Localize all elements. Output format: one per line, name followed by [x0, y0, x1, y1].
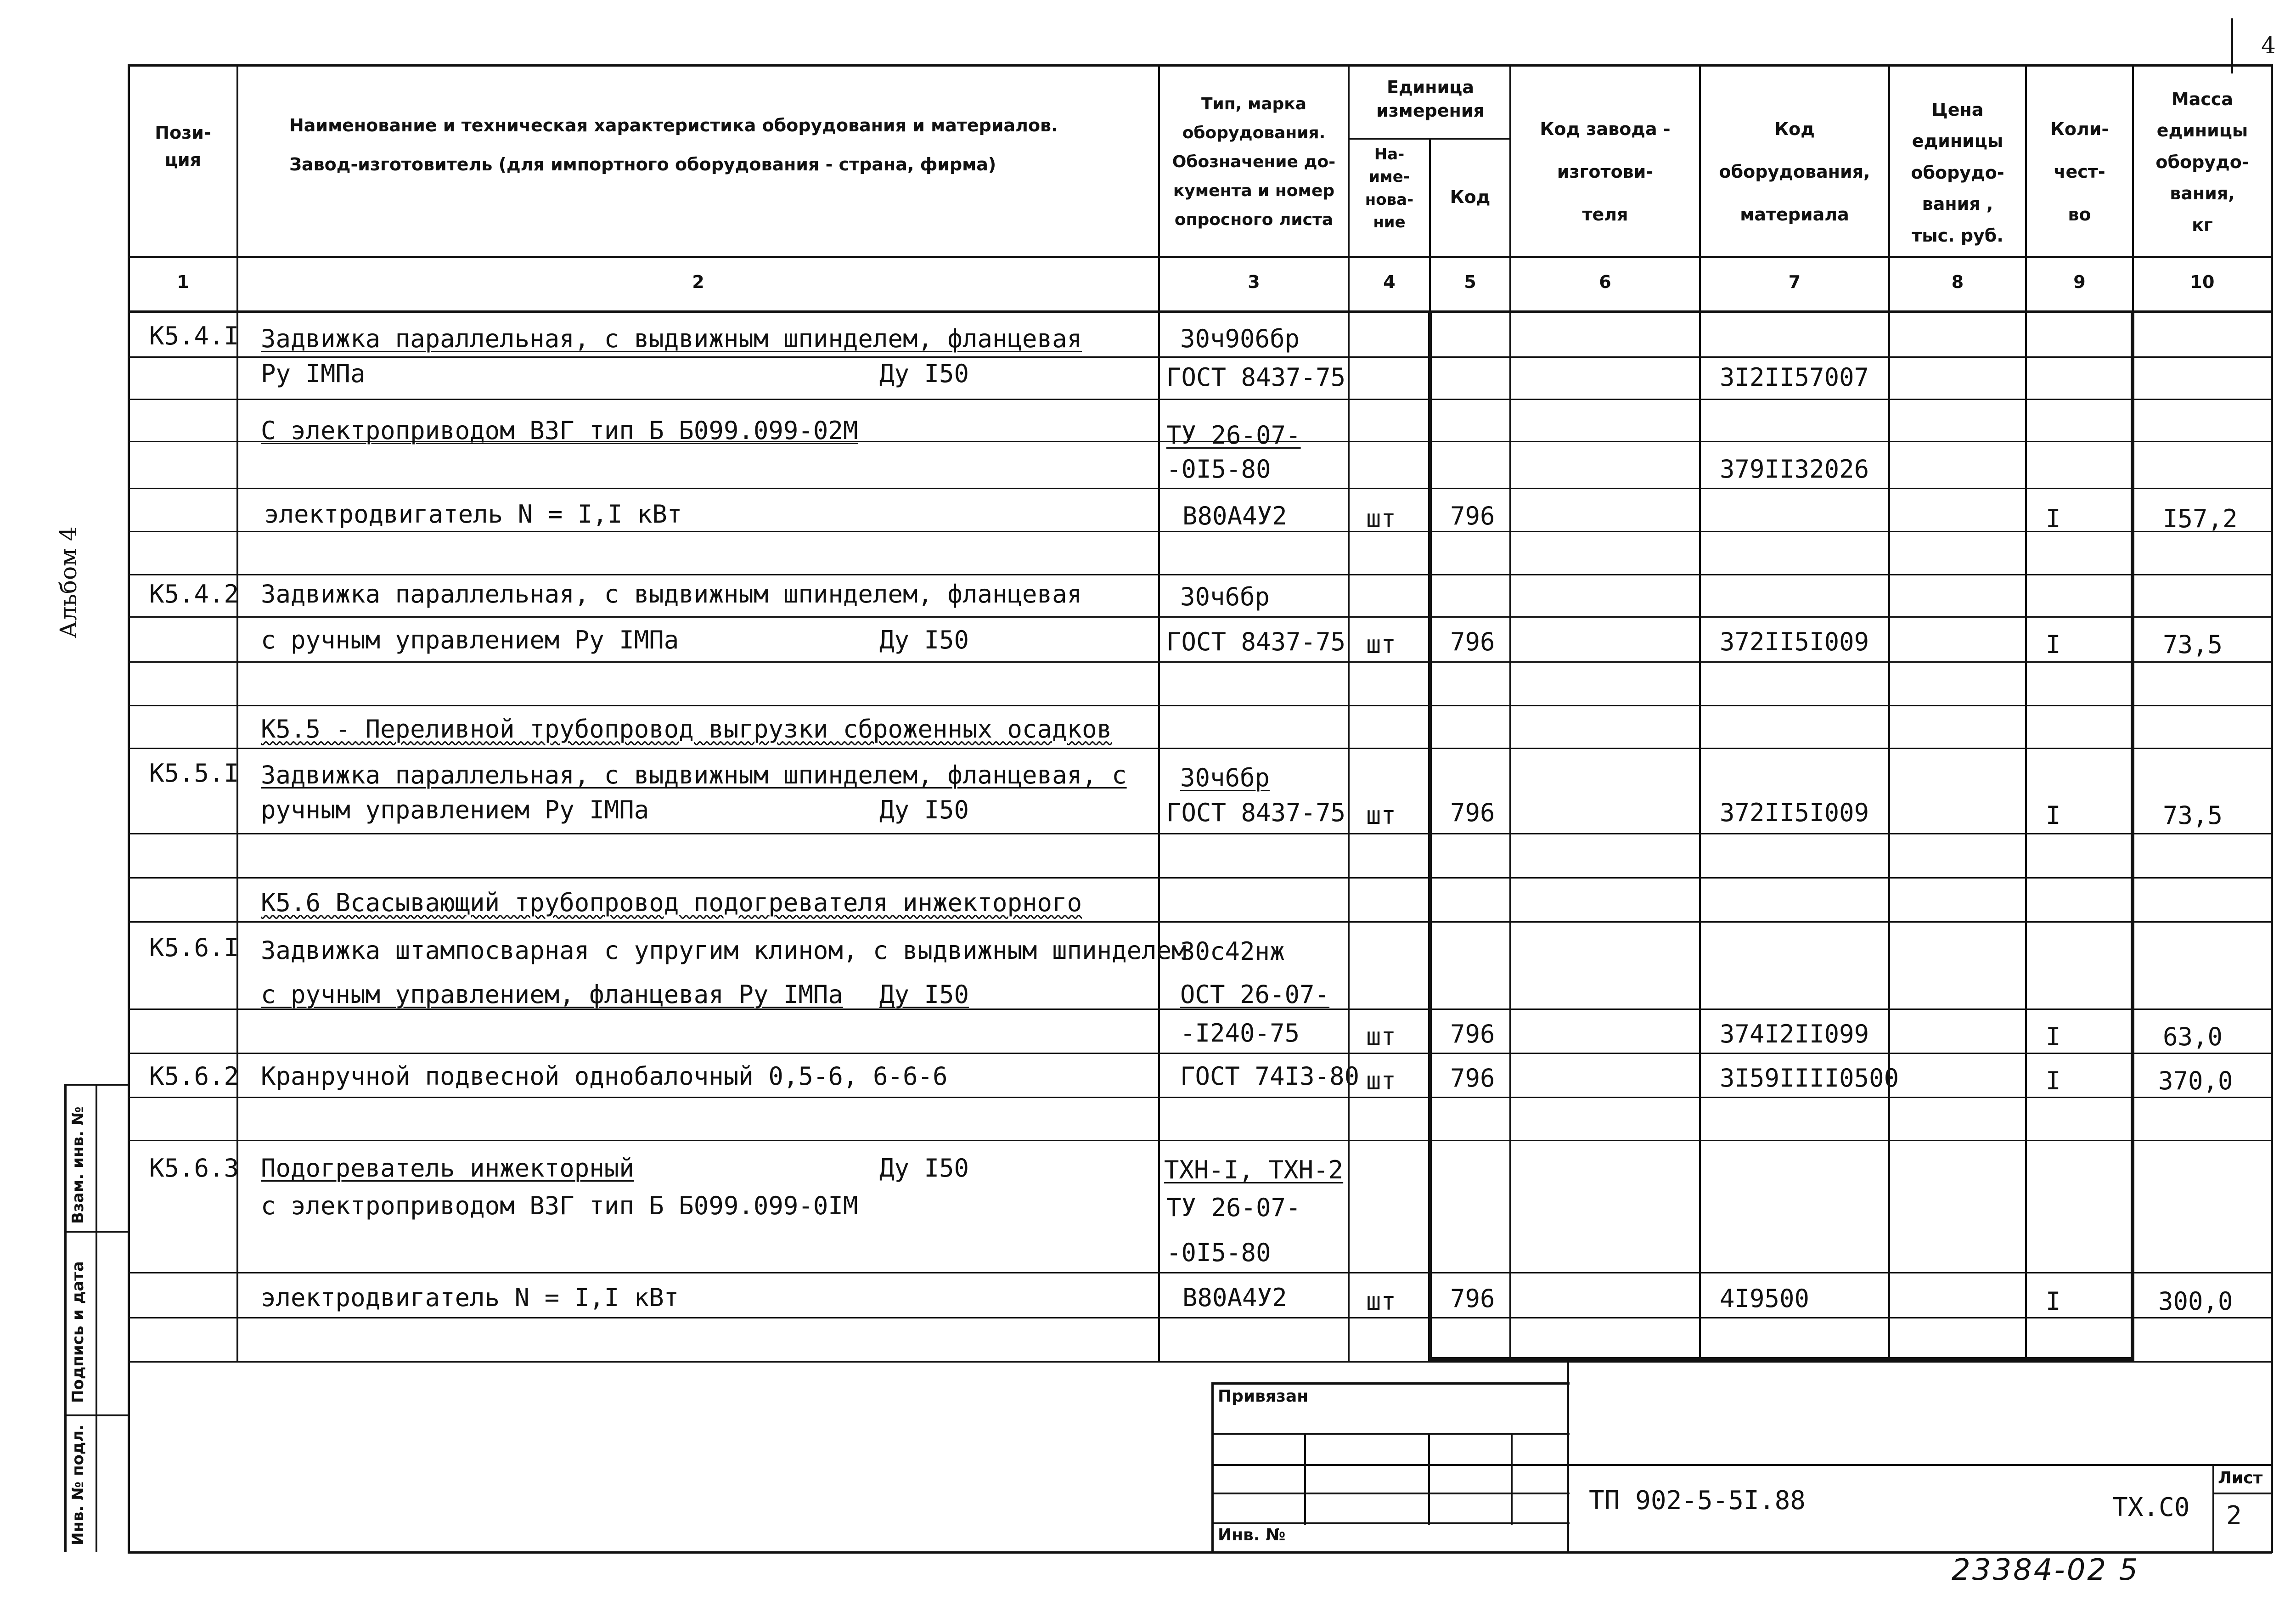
position-cell: К5.6.3 [149, 1154, 239, 1183]
material-code-cell: 3I2II57007 [1720, 363, 1869, 392]
tb-doc-code: ТП 902-5-5I.88 [1589, 1486, 1806, 1515]
unit-cell: шт [1366, 504, 1396, 533]
name-cell: Подогреватель инжекторный [261, 1154, 634, 1183]
material-code-cell: 4I9500 [1720, 1284, 1810, 1313]
unit-code-cell: 796 [1450, 1284, 1495, 1313]
unit-cell: шт [1366, 1287, 1396, 1316]
unit-code-cell: 796 [1450, 627, 1495, 656]
column-number: 9 [2073, 272, 2086, 292]
mass-cell: 73,5 [2163, 630, 2223, 659]
type-cell: ТУ 26-07- [1166, 421, 1301, 450]
type-cell: 30ч6бр [1180, 763, 1270, 792]
unit-cell: шт [1366, 1066, 1396, 1095]
quantity-cell: I [2046, 1287, 2061, 1316]
unit-code-cell: 796 [1450, 1064, 1495, 1093]
quantity-cell: I [2046, 504, 2061, 533]
position-cell: К5.4.I [149, 321, 239, 350]
name-cell: ручным управлением Ру IМПа [261, 795, 649, 824]
header-quantity: Коли- чест- во [2050, 119, 2109, 225]
column-number: 1 [177, 272, 189, 292]
mass-cell: 63,0 [2163, 1022, 2223, 1051]
footer-handwritten-number: 23384-02 5 [1952, 1553, 2140, 1587]
type-cell: 30ч6бр [1180, 582, 1270, 611]
header-unit-name: На- име- нова- ние [1365, 145, 1414, 231]
header-material-code: Код оборудования, материала [1719, 119, 1870, 225]
tb-list-value: 2 [2226, 1501, 2242, 1531]
name-cell: Ру IМПа [261, 359, 366, 388]
material-code-cell: 379II32026 [1720, 455, 1869, 484]
column-number: 6 [1599, 272, 1611, 292]
name-cell: С электроприводом ВЗГ тип Б Б099.099-02М [261, 416, 858, 445]
name-cell: Задвижка штампосварная с упругим клином, с выдвижным шпинделем [261, 936, 1187, 965]
name-cell: с ручным управлением, фланцевая Ру IМПа [261, 980, 843, 1009]
name-cell: электродвигатель N = I,I кВт [264, 500, 682, 529]
material-code-cell: 372II5I009 [1720, 798, 1869, 827]
unit-cell: шт [1366, 1022, 1396, 1051]
dn-cell: Ду I50 [879, 980, 969, 1009]
name-cell: с электроприводом ВЗГ тип Б Б099.099-0IМ [261, 1191, 858, 1220]
type-cell: В80А4У2 [1182, 501, 1287, 530]
unit-cell: шт [1366, 801, 1396, 830]
mass-cell: I57,2 [2163, 504, 2238, 533]
header-type: Тип, марка оборудования. Обозначение до- кумента и номер опросного листа [1172, 95, 1336, 229]
column-number: 3 [1248, 272, 1260, 292]
mass-cell: 370,0 [2158, 1066, 2233, 1095]
position-cell: К5.6.2 [149, 1062, 239, 1091]
type-cell: -I240-75 [1180, 1019, 1300, 1048]
header-position: Пози- ция [155, 123, 211, 170]
quantity-cell: I [2046, 1022, 2061, 1051]
header-unit: Единица измерения [1376, 77, 1485, 121]
stamp-replaced-inv: Взам. инв. № [69, 1106, 87, 1224]
header-price: Цена единицы оборудо- вания , тыс. руб. [1911, 100, 2004, 246]
position-cell: К5.5.I [149, 759, 239, 788]
header-unit-code: Код [1450, 187, 1491, 207]
name-cell: с ручным управлением Ру IМПа [261, 625, 679, 654]
dn-cell: Ду I50 [879, 795, 969, 824]
dn-cell: Ду I50 [879, 359, 969, 388]
mass-cell: 300,0 [2158, 1287, 2233, 1316]
type-cell: В80А4У2 [1182, 1283, 1287, 1312]
unit-code-cell: 796 [1450, 501, 1495, 530]
column-number: 5 [1464, 272, 1476, 292]
type-cell: ОСТ 26-07- [1180, 980, 1330, 1009]
type-cell: 30ч906бр [1180, 324, 1300, 353]
name-cell: электродвигатель N = I,I кВт [261, 1283, 679, 1312]
album-label: Альбом 4 [55, 526, 82, 638]
section-heading: К5.6 Всасывающий трубопровод подогревателя инжекторного [261, 888, 1082, 917]
type-cell: ТХН-I, ТХН-2 [1164, 1155, 1344, 1184]
tb-list-label: Лист [2218, 1469, 2263, 1487]
position-cell: К5.4.2 [149, 580, 239, 608]
type-cell: ГОСТ 8437-75 [1166, 363, 1346, 392]
column-number: 10 [2190, 272, 2215, 292]
dn-cell: Ду I50 [879, 625, 969, 654]
header-mass: Масса единицы оборудо- вания, кг [2155, 89, 2249, 235]
material-code-cell: 3I59IIII0500 [1720, 1064, 1899, 1093]
header-factory-code: Код завода - изготови- теля [1540, 119, 1671, 225]
header-name: Наименование и техническая характеристика оборудования и материалов. Завод-изготовитель (для импортного оборудования - страна, фирма) [289, 115, 1058, 175]
tb-inv-no: Инв. № [1218, 1526, 1286, 1544]
unit-code-cell: 796 [1450, 798, 1495, 827]
column-number: 2 [692, 272, 704, 292]
type-cell: ГОСТ 8437-75 [1166, 798, 1346, 827]
tb-privyazan: Привязан [1218, 1387, 1309, 1406]
section-heading: К5.5 - Переливной трубопровод выгрузки сброженных осадков [261, 715, 1112, 744]
column-number: 4 [1383, 272, 1396, 292]
type-cell: ГОСТ 8437-75 [1166, 627, 1346, 656]
name-cell: Кранручной подвесной однобалочный 0,5-6, 6-6-6 [261, 1062, 948, 1091]
sheet-number-top: 4 [2261, 32, 2276, 59]
tb-mark: ТХ.С0 [2112, 1493, 2190, 1522]
dn-cell: Ду I50 [879, 1154, 969, 1183]
column-number: 8 [1951, 272, 1964, 292]
type-cell: -0I5-80 [1166, 455, 1271, 484]
name-cell: Задвижка параллельная, с выдвижным шпинделем, фланцевая [261, 324, 1082, 353]
quantity-cell: I [2046, 801, 2061, 830]
quantity-cell: I [2046, 630, 2061, 659]
material-code-cell: 372II5I009 [1720, 627, 1869, 656]
position-cell: К5.6.I [149, 933, 239, 962]
material-code-cell: 374I2II099 [1720, 1020, 1869, 1048]
name-cell: Задвижка параллельная, с выдвижным шпинделем, фланцевая [261, 580, 1082, 608]
mass-cell: 73,5 [2163, 801, 2223, 830]
stamp-signature-date: Подпись и дата [69, 1261, 87, 1403]
stamp-original-inv: Инв. № подл. [69, 1424, 87, 1545]
type-cell: 30с42нж [1180, 937, 1285, 966]
type-cell: -0I5-80 [1166, 1238, 1271, 1267]
quantity-cell: I [2046, 1066, 2061, 1095]
type-cell: ТУ 26-07- [1166, 1193, 1301, 1222]
unit-code-cell: 796 [1450, 1020, 1495, 1048]
name-cell: Задвижка параллельная, с выдвижным шпинделем, фланцевая, с [261, 761, 1127, 789]
unit-cell: шт [1366, 630, 1396, 659]
column-number: 7 [1788, 272, 1801, 292]
type-cell: ГОСТ 74I3-80 [1180, 1062, 1360, 1091]
